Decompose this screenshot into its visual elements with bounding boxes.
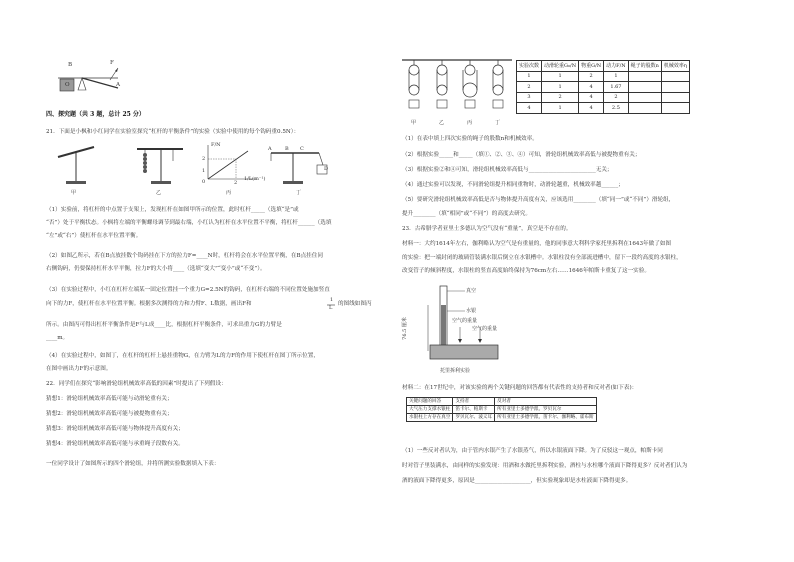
table-cell-blank[interactable] bbox=[628, 92, 661, 103]
lever-label-b: B bbox=[285, 146, 289, 152]
lever-label-c: C bbox=[300, 146, 304, 152]
pulley-q4: （4）通过实验可以发现，不同滑轮组提升相同重物时，动滑轮越重，机械效率越______； bbox=[402, 182, 624, 188]
figure-yi bbox=[133, 143, 183, 185]
answer1-line1: （1）一些反对者认为，由于管内水银产生了水银蒸气，所以水银液面下降。为了反驳这一观点，帕斯卡同 bbox=[402, 448, 663, 454]
table-header-cell: 机械效率η bbox=[661, 61, 689, 72]
section-title: 四、探究题（共 3 题，总计 25 分） bbox=[46, 111, 145, 118]
table-cell-blank[interactable] bbox=[661, 103, 689, 114]
q21-part3-line1: （3）在实验过程中，小红在杠杆左端某一固定位置挂一个重力G=2.5N的钩码，在杠杆右端的不同位置处施加竖直 bbox=[46, 287, 330, 293]
table-cell: 2 bbox=[517, 82, 542, 93]
q21-part4-line2: 在图中画出力F的示意图。 bbox=[46, 366, 112, 372]
table-cell: 大气压力支撑水银柱 bbox=[407, 406, 453, 414]
table-cell-blank[interactable] bbox=[628, 103, 661, 114]
pulley-label-jia: 甲 bbox=[411, 120, 417, 126]
lever-label-d: D bbox=[324, 166, 329, 172]
table-header-cell: 实验次数 bbox=[517, 61, 542, 72]
table-cell: 2 bbox=[604, 92, 629, 103]
q21-part1-line2: “否”）处于平衡状态。小枫将左端的平衡螺母调节到最右端，小红认为杠杆在水平位置不平衡，将杠杆______（选填 bbox=[46, 220, 332, 226]
pulley-q5-line2: 提升________（填“相同”或“不同”）的高度去研究。 bbox=[402, 211, 531, 217]
table-row bbox=[407, 414, 597, 422]
material1-line2: 的实验：把一端封闭的玻璃管装满水银后倒立在水银槽中。水银柱没有全部流进槽中，留下一段约高度的水银柱， bbox=[402, 255, 682, 261]
graph-ytick-2: 2 bbox=[202, 156, 206, 162]
table-row bbox=[517, 71, 690, 82]
table-cell: 3 bbox=[517, 92, 542, 103]
fig-label-yi: 乙 bbox=[156, 190, 162, 196]
table-cell: 笛卡尔、帕斯卡 bbox=[453, 406, 495, 414]
fig-label-ding: 丁 bbox=[296, 190, 302, 196]
table-header-row bbox=[517, 61, 690, 72]
left-column bbox=[38, 0, 390, 562]
label-height: 76.5 厘米 bbox=[401, 317, 408, 340]
table-header-cell: 物重G/N bbox=[579, 61, 604, 72]
q21-part2-line2: 右侧钩码，仍要保持杠杆水平平衡，拉力F的大小将____（选填“变大”“变小”或“不变”）。 bbox=[46, 266, 266, 272]
q23-stem: 23．古希腊学者亚里士多德认为空气没有“重量”，真空是不存在的。 bbox=[402, 226, 572, 232]
pulley-q2: （2）根据实验_____和_____（填①、②、③、④）可知，滑轮组机械效率高低与被提物重有关； bbox=[402, 152, 641, 158]
pulley-data-table bbox=[516, 60, 690, 114]
graph-xtick: 2 bbox=[234, 180, 238, 186]
lever-label-a: A bbox=[268, 146, 272, 152]
label-air-weight-2: 空气的重量 bbox=[472, 326, 498, 332]
table-cell: 罗贝瓦尔、波义耳 bbox=[453, 414, 495, 422]
q21-part2-line1: （2）如图乙所示，若在B点放挂数个钩码挂在下方的拉力F=____N时，杠杆将会在水平位置平衡，在B点挂住同 bbox=[46, 253, 323, 259]
graph-ylabel: F/N bbox=[211, 142, 221, 148]
table-cell: 4 bbox=[579, 82, 604, 93]
label-air-weight-1: 空气的重量 bbox=[452, 318, 478, 324]
table-row bbox=[517, 82, 690, 93]
table-row bbox=[517, 92, 690, 103]
table-cell: 水银柱上方存在真空 bbox=[407, 414, 453, 422]
label-a: A bbox=[116, 82, 121, 88]
table-cell: 4 bbox=[579, 103, 604, 114]
label-vacuum: 真空 bbox=[466, 288, 477, 294]
pulley-figures bbox=[402, 58, 512, 120]
pulley-label-bing: 丙 bbox=[467, 120, 473, 126]
q21-part1-line3: “左”或“右”）使杠杆在水平位置平衡。 bbox=[46, 233, 142, 239]
table-cell: 所有亚里士多德学派、笛卡尔、伽利略、霍布斯 bbox=[495, 414, 596, 422]
fig-label-bing: 丙 bbox=[226, 190, 232, 196]
pulley-label-yi: 乙 bbox=[439, 120, 445, 126]
table-cell: 1.67 bbox=[604, 82, 629, 93]
table-cell: 2 bbox=[579, 71, 604, 82]
graph-origin: 0 bbox=[202, 179, 206, 185]
table-cell: 所有亚里士多德学派、罗贝瓦尔 bbox=[495, 406, 596, 414]
label-f: F bbox=[110, 60, 114, 66]
q21-part3-line4: ____m。 bbox=[46, 335, 69, 341]
table-cell: 1 bbox=[542, 71, 579, 82]
fig-label-jia: 甲 bbox=[71, 190, 77, 196]
figure-caption: 托里拆利实验 bbox=[440, 368, 471, 374]
material2: 材料二：在17世纪中，对该实验的两个关键问题的回答都有代表性的支持者和反对者(如下表)： bbox=[402, 385, 638, 391]
table-row bbox=[517, 103, 690, 114]
table-cell-blank[interactable] bbox=[628, 71, 661, 82]
table-cell-blank[interactable] bbox=[661, 71, 689, 82]
q22-guess2: 猜想2：滑轮组机械效率高低可能与被提物重有关； bbox=[46, 411, 173, 417]
table-header-row bbox=[407, 398, 597, 406]
q21-stem: 21．下面是小枫和小红同学在实验室探究“杠杆的平衡条件”的实验（实验中使用的每个钩码重0.5N）： bbox=[46, 129, 300, 135]
frac-numerator: 1 bbox=[330, 297, 334, 303]
table-cell-blank[interactable] bbox=[628, 82, 661, 93]
label-b: B bbox=[68, 62, 73, 68]
graph-ytick-1: 1 bbox=[202, 168, 206, 174]
q22-guess1: 猜想1：滑轮组机械效率高低可能与动滑轮重有关； bbox=[46, 396, 173, 402]
table-header-cell: 动滑轮重G₀/N bbox=[542, 61, 579, 72]
pulley-q3: （3）根据实验②和④可知，滑轮组机械效率高低与________________________无关； bbox=[402, 167, 613, 173]
table-cell: 1 bbox=[542, 103, 579, 114]
q21-part4-line1: （4）在实验过程中，如图丁，在杠杆的杠杆上悬挂重物G，在力臂为L的力F的作用下使杠杆在图丁所示位置， bbox=[46, 353, 319, 359]
material1-line1: 材料一：大约1614年左右，伽利略认为空气是有重量的，他的同事意大利科学家托里拆利在1643年做了如图 bbox=[402, 241, 672, 247]
q22-guess4: 猜想4：滑轮组机械效率高低可能与承重绳子段数有关。 bbox=[46, 441, 184, 447]
q22-stem: 22．同学们在探究“影响滑轮组机械效率高低的因素”时提出了下列假设： bbox=[46, 381, 227, 387]
figure-ding bbox=[263, 143, 333, 185]
figure-jia bbox=[56, 143, 96, 185]
q22-tail: 一位同学设计了如图所示的四个滑轮组，并将所测实验数据填入下表： bbox=[46, 461, 220, 467]
pulley-label-ding: 丁 bbox=[495, 120, 501, 126]
table-header-cell: 支持者 bbox=[453, 398, 495, 406]
table-cell: 1 bbox=[517, 71, 542, 82]
material1-line3: 改变管子的倾斜程度，水银柱的竖直高度始终保持为76cm左右……1646年帕斯卡重复了这一实验。 bbox=[402, 268, 650, 274]
controversy-table bbox=[406, 397, 597, 422]
label-mercury: 水银 bbox=[466, 308, 477, 314]
lever-figure-top bbox=[48, 60, 128, 100]
table-cell: 1 bbox=[542, 82, 579, 93]
pulley-q5-line1: （5）要研究滑轮组机械效率高低是否与物体提升高度有关，应该选用________（填“同一”或“不同”）滑轮组， bbox=[402, 197, 675, 203]
table-header-cell: 动力F/N bbox=[604, 61, 629, 72]
table-header-cell: 关键问题的回答 bbox=[407, 398, 453, 406]
table-row bbox=[407, 406, 597, 414]
table-cell-blank[interactable] bbox=[661, 92, 689, 103]
table-cell-blank[interactable] bbox=[661, 82, 689, 93]
q21-part3-line2: 向下的力F，使杠杆在水平位置平衡。根据多次测得的力和力臂F、L数据，画出F和 bbox=[46, 301, 252, 307]
right-column bbox=[400, 0, 760, 562]
table-cell: 2 bbox=[542, 92, 579, 103]
table-cell: 2.5 bbox=[604, 103, 629, 114]
q21-part1-line1: （1）实验前，将杠杆的中点置于支架上，发现杠杆在如图甲所示的位置，此时杠杆_____（选填“是”或 bbox=[46, 207, 299, 213]
answer1-line2: 时对管子里装满水，由同样的实验发现：用酒和水做托里拆利实验，酒柱与水柱哪个液面下降得更多？反对者们认为 bbox=[402, 463, 688, 469]
q22-guess3: 猜想3：滑轮组机械效率高低可能与物体提升高度有关； bbox=[46, 426, 184, 432]
answer1-line3: 酒的液面下降得更多，原因是____________________，但实验现象却是水柱液面下降得更多。 bbox=[402, 478, 632, 484]
graph-xlabel: 1/L(m⁻¹) bbox=[244, 176, 266, 182]
table-header-cell: 绳子的股数n bbox=[628, 61, 661, 72]
table-cell: 1 bbox=[604, 71, 629, 82]
table-header-cell: 反对者 bbox=[495, 398, 596, 406]
q21-part3-line2b: 的图线如图丙 bbox=[338, 301, 372, 307]
frac-denominator: L bbox=[329, 305, 333, 311]
table-cell: 4 bbox=[579, 92, 604, 103]
q21-part3-line3: 所示。由图丙可得出杠杆平衡条件是F与L成____比，根据杠杆平衡条件，可求出重力G的力臂是 bbox=[46, 322, 282, 328]
table-cell: 4 bbox=[517, 103, 542, 114]
label-o: O bbox=[65, 82, 70, 88]
pulley-q1: （1）在表中填上四次实验的绳子的股数n和机械效率。 bbox=[402, 136, 538, 142]
